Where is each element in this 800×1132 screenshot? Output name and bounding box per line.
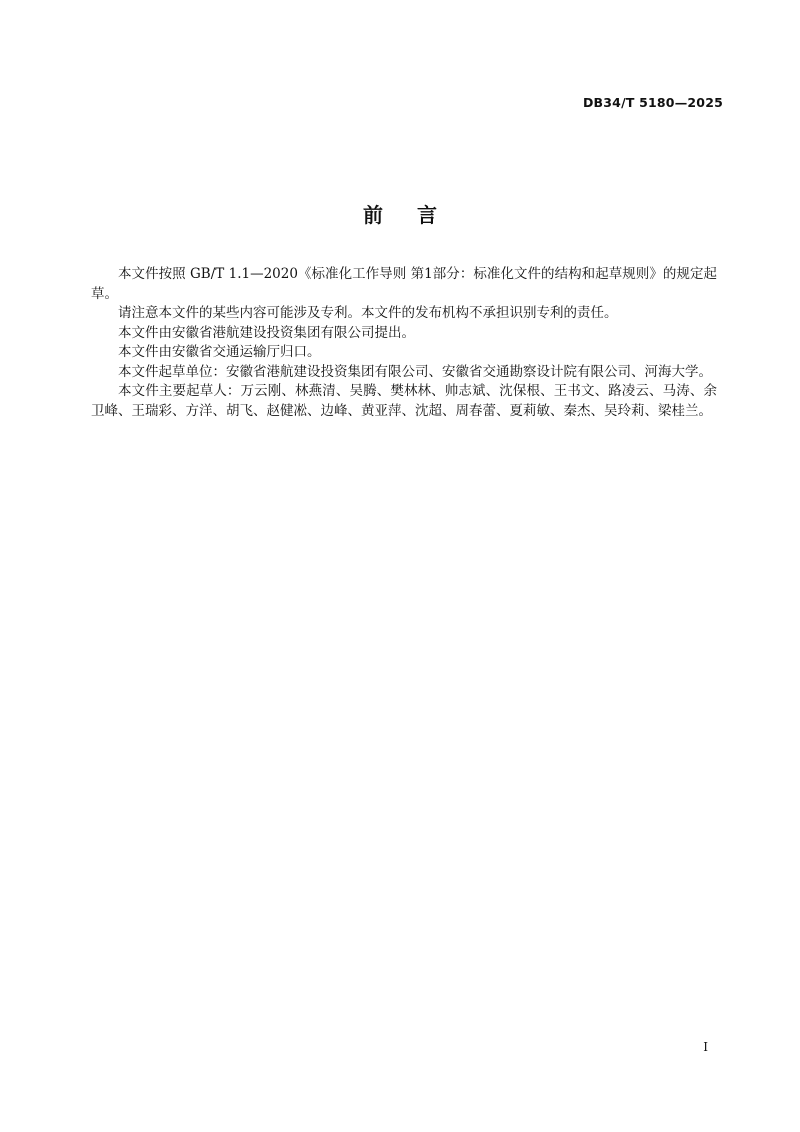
paragraph-patent-notice: 请注意本文件的某些内容可能涉及专利。本文件的发布机构不承担识别专利的责任。 — [118, 305, 618, 321]
paragraph-administrator: 本文件由安徽省交通运输厅归口。 — [118, 344, 321, 360]
paragraph-drafters: 本文件主要起草人：万云刚、林燕清、吴腾、樊林林、帅志斌、沈保根、王书文、路凌云、马涛、余卫峰、王瑞彩、方洋、胡飞、赵健凇、边峰、黄亚萍、沈超、周春蕾、夏莉敏、秦杰、吴玲莉、梁桂兰。 — [91, 383, 717, 419]
paragraph-proposer: 本文件由安徽省港航建设投资集团有限公司提出。 — [118, 324, 415, 341]
paragraph-drafting-units: 本文件起草单位：安徽省港航建设投资集团有限公司、安徽省交通勘察设计院有限公司、河海大学。 — [118, 363, 712, 380]
foreword-body — [91, 265, 717, 421]
section-title-foreword: 前言 — [363, 203, 471, 227]
paragraph-drafting-rules: 本文件按照 GB/T 1.1—2020《标准化工作导则 第1部分：标准化文件的结构和起草规则》的规定起草。 — [91, 266, 717, 302]
page-number: I — [703, 1040, 708, 1054]
document-code: DB34/T 5180—2025 — [582, 95, 723, 110]
